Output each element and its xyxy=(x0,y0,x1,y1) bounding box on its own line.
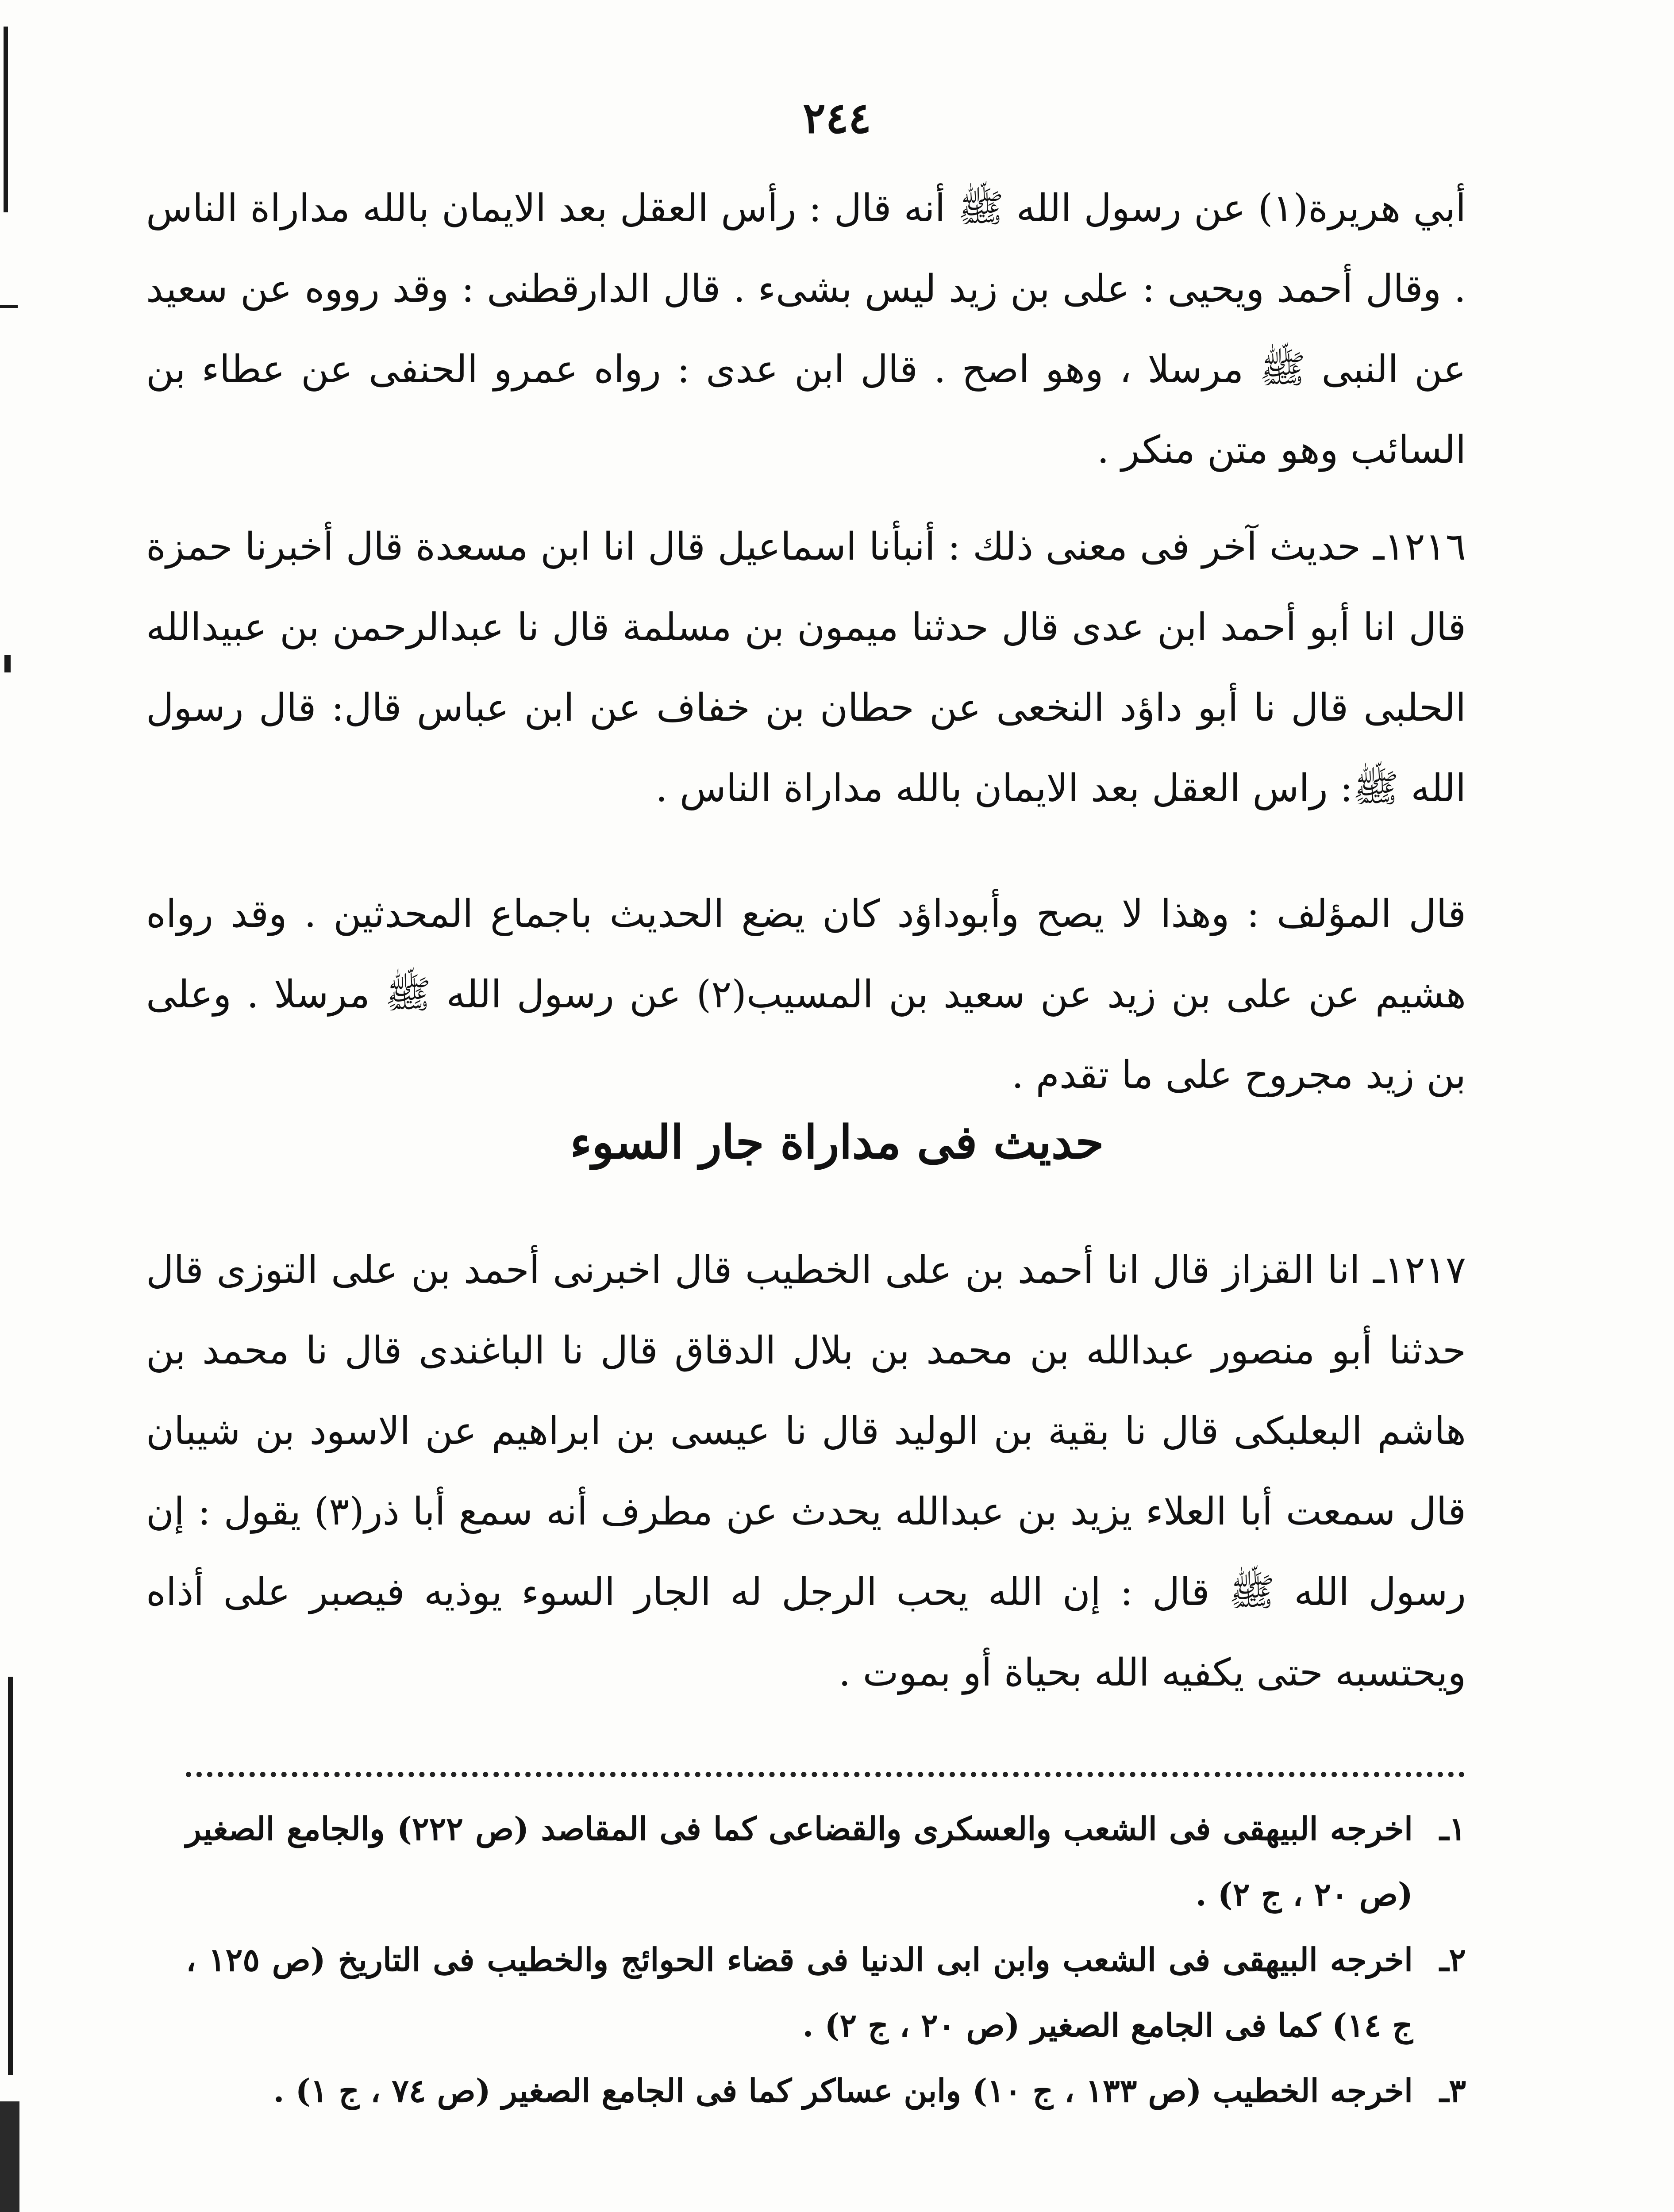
body-paragraph xyxy=(146,874,1466,1115)
footnote xyxy=(186,2058,1466,2124)
footnote xyxy=(186,1927,1466,2058)
paragraph-text: ١٢١٧ـ انا القزاز قال انا أحمد بن على الخطيب قال اخبرنى أحمد بن على التوزى قال حدثنا أبو منصور عبدالله بن محمد بن بلال الدقاق قال نا الباغندى قال نا محمد بن هاشم البعلبكى قال نا بقية بن الوليد قال نا عيسى بن ابراهيم عن الاسود بن شيبان قال سمعت أبا العلاء يزيد بن عبدالله يحدث عن مطرف أنه سمع أبا ذر(٣) يقول : إن رسول الله ﷺ قال : إن الله يحب الرجل له الجار السوء يوذيه فيصبر على أذاه ويحتسبه حتى يكفيه الله بحياة أو بموت . xyxy=(146,1248,1466,1695)
footnote-number: ٣ـ xyxy=(1439,2072,1466,2109)
footnote-text: اخرجه الخطيب (ص ١٣٣ ، ج ١٠) وابن عساكر كما فى الجامع الصغير (ص ٧٤ ، ج ١) . xyxy=(273,2072,1413,2109)
scan-edge-mark xyxy=(8,1677,13,2075)
paragraph-text: قال المؤلف : وهذا لا يصح وأبوداؤد كان يضع الحديث باجماع المحدثين . وقد رواه هشيم عن على بن زيد عن سعيد بن المسيب(٢) عن رسول الله ﷺ مرسلا . وعلى بن زيد مجروح على ما تقدم . xyxy=(146,892,1466,1097)
footnote xyxy=(186,1796,1466,1927)
scan-edge-mark xyxy=(0,2101,19,2212)
section-heading: حديث فى مداراة جار السوء xyxy=(570,1115,1104,1169)
footnote-number: ١ـ xyxy=(1439,1810,1466,1847)
paragraph-text: ١٢١٦ـ حديث آخر فى معنى ذلك : أنبأنا اسماعيل قال انا ابن مسعدة قال أخبرنا حمزة قال انا أبو أحمد ابن عدى قال حدثنا ميمون بن مسلمة قال نا عبدالرحمن بن عبيدالله الحلبى قال نا أبو داؤد النخعى عن حطان بن خفاف عن ابن عباس قال: قال رسول الله ﷺ: راس العقل بعد الايمان بالله مداراة الناس . xyxy=(146,525,1466,810)
footnote-text: اخرجه البيهقى فى الشعب وابن ابى الدنيا فى قضاء الحوائج والخطيب فى التاريخ (ص ١٢٥ ، ج ١٤) كما فى الجامع الصغير (ص ٢٠ ، ج ٢) . xyxy=(186,1941,1413,2044)
footnote-divider xyxy=(186,1772,1465,1777)
body-paragraph xyxy=(146,168,1466,490)
scan-edge-mark xyxy=(4,655,11,672)
footnote-number: ٢ـ xyxy=(1439,1941,1466,1978)
body-paragraph xyxy=(146,507,1466,829)
body-paragraph xyxy=(146,1230,1466,1713)
scan-edge-mark xyxy=(0,305,18,308)
paragraph-text: أبي هريرة(١) عن رسول الله ﷺ أنه قال : رأس العقل بعد الايمان بالله مداراة الناس . وقال أحمد ويحيى : على بن زيد ليس بشىء . قال الدارقطنى : وقد رووه عن سعيد عن النبى ﷺ مرسلا ، وهو اصح . قال ابن عدى : رواه عمرو الحنفى عن عطاء بن السائب وهو متن منكر . xyxy=(146,186,1466,472)
footnote-text: اخرجه البيهقى فى الشعب والعسكرى والقضاعى كما فى المقاصد (ص ٢٢٢) والجامع الصغير (ص ٢٠ ، ج ٢) . xyxy=(186,1810,1413,1913)
page-number: ٢٤٤ xyxy=(803,93,871,143)
footnotes-section xyxy=(186,1796,1466,2124)
